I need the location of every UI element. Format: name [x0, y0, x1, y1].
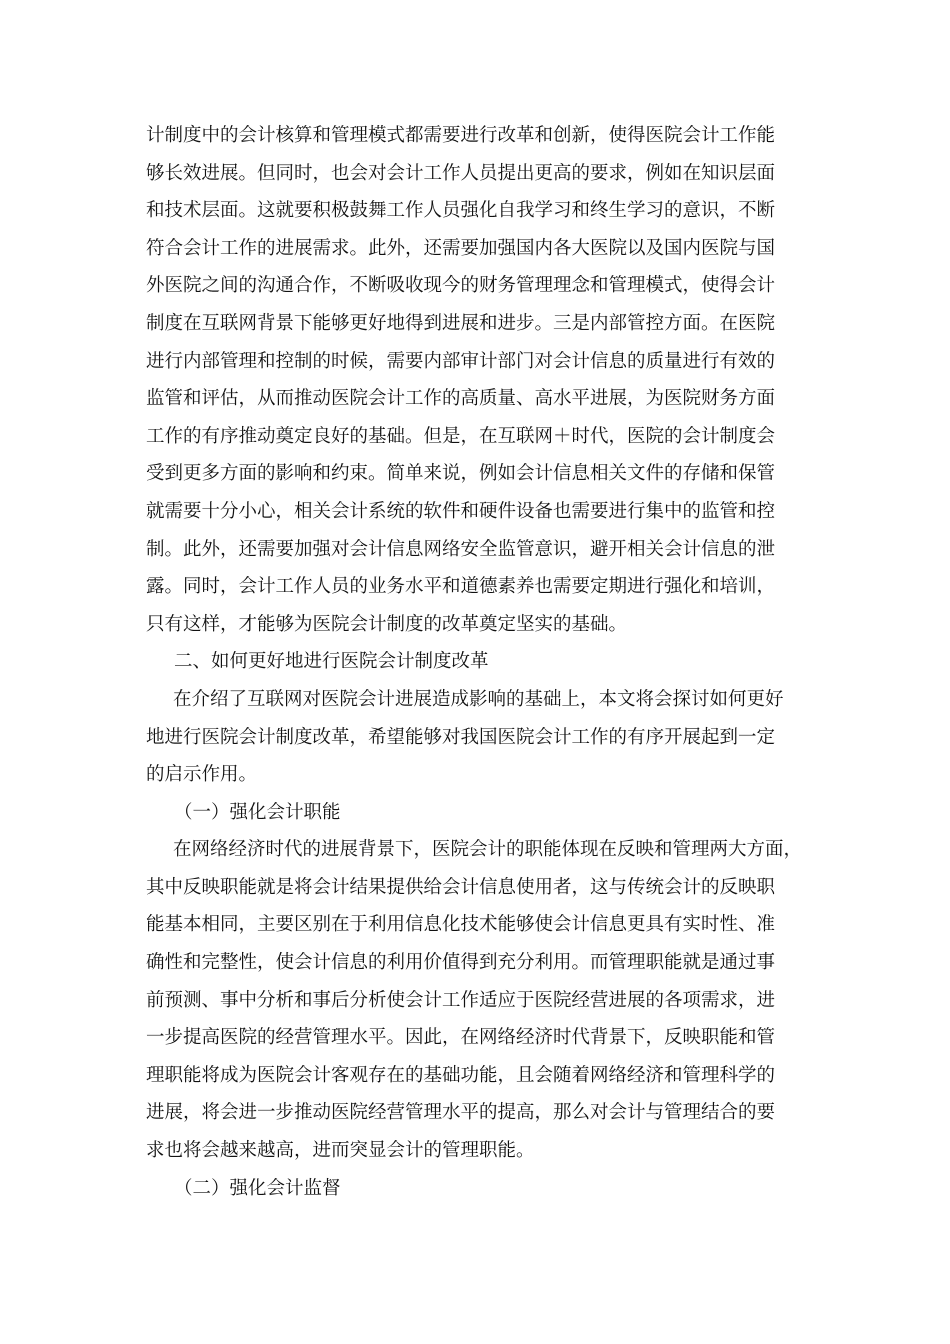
text-line: 前预测、事中分析和事后分析使会计工作适应于医院经营进展的各项需求，进	[146, 989, 776, 1011]
text-line: 能基本相同，主要区别在于利用信息化技术能够使会计信息更具有实时性、准	[146, 914, 776, 936]
text-line: 受到更多方面的影响和约束。简单来说，例如会计信息相关文件的存储和保管	[146, 463, 776, 485]
text-line: 露。同时，会计工作人员的业务水平和道德素养也需要定期进行强化和培训，	[146, 576, 776, 598]
text-line: 理职能将成为医院会计客观存在的基础功能，且会随着网络经济和管理科学的	[146, 1064, 776, 1086]
text-line: 求也将会越来越高，进而突显会计的管理职能。	[146, 1140, 535, 1162]
document-body	[146, 117, 836, 1207]
paragraph-first-line: 在网络经济时代的进展背景下，医院会计的职能体现在反映和管理两大方面，	[173, 839, 803, 861]
text-line: 制度在互联网背景下能够更好地得到进展和进步。三是内部管控方面。在医院	[146, 312, 776, 334]
text-line: 的启示作用。	[146, 764, 258, 786]
text-line: 监管和评估，从而推动医院会计工作的高质量、高水平进展，为医院财务方面	[146, 388, 776, 410]
text-line: 地进行医院会计制度改革，希望能够对我国医院会计工作的有序开展起到一定	[146, 726, 776, 748]
text-line: 和技术层面。这就要积极鼓舞工作人员强化自我学习和终生学习的意识，不断	[146, 200, 776, 222]
text-line: 计制度中的会计核算和管理模式都需要进行改革和创新，使得医院会计工作能	[146, 125, 776, 146]
text-line: 制。此外，还需要加强对会计信息网络安全监管意识，避开相关会计信息的泄	[146, 538, 776, 560]
text-line: 符合会计工作的进展需求。此外，还需要加强国内各大医院以及国内医院与国	[146, 237, 776, 259]
subsection-heading: （二）强化会计监督	[174, 1177, 341, 1199]
text-line: 进展，将会进一步推动医院经营管理水平的提高，那么对会计与管理结合的要	[146, 1102, 776, 1124]
text-line: 进行内部管理和控制的时候，需要内部审计部门对会计信息的质量进行有效的	[146, 350, 776, 372]
subsection-heading: （一）强化会计职能	[174, 801, 341, 823]
text-line: 其中反映职能就是将会计结果提供给会计信息使用者，这与传统会计的反映职	[146, 876, 776, 898]
text-line: 就需要十分小心，相关会计系统的软件和硬件设备也需要进行集中的监管和控	[146, 500, 776, 522]
section-heading: 二、如何更好地进行医院会计制度改革	[174, 651, 489, 673]
text-line: 外医院之间的沟通合作，不断吸收现今的财务管理理念和管理模式，使得会计	[146, 275, 776, 297]
text-line: 一步提高医院的经营管理水平。因此，在网络经济时代背景下，反映职能和管	[146, 1027, 776, 1049]
text-line: 工作的有序推动奠定良好的基础。但是，在互联网＋时代，医院的会计制度会	[146, 425, 776, 447]
paragraph-first-line: 在介绍了互联网对医院会计进展造成影响的基础上，本文将会探讨如何更好	[173, 688, 784, 710]
text-line: 只有这样，才能够为医院会计制度的改革奠定坚实的基础。	[146, 613, 628, 635]
text-line: 够长效进展。但同时，也会对会计工作人员提出更高的要求，例如在知识层面	[146, 162, 776, 184]
text-line: 确性和完整性，使会计信息的利用价值得到充分利用。而管理职能就是通过事	[146, 952, 776, 974]
